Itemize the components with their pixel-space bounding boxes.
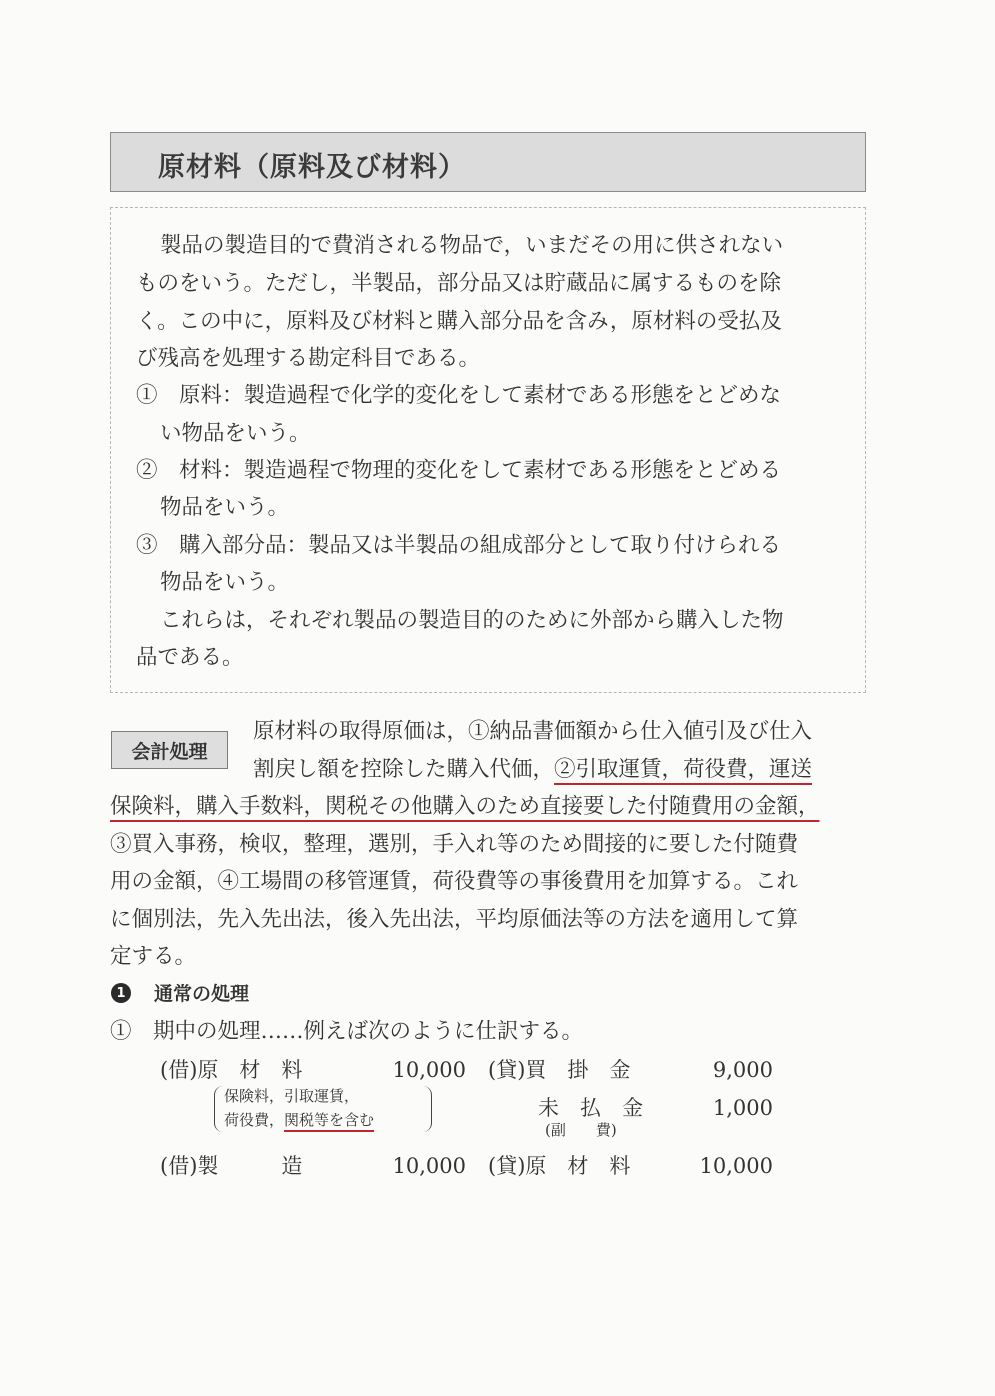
definition-line: ③ 購入部分品：製品又は半製品の組成部分として取り付けられる (136, 533, 782, 558)
definition-line: 製品の製造目的で費消される物品で，いまだその用に供されない (160, 233, 784, 258)
accounting-line: 原材料の取得原価は，①納品書価額から仕入値引及び仕入 (253, 719, 813, 744)
definition-line: ② 材料：製造過程で物理的変化をして素材である形態をとどめる (136, 458, 782, 483)
journal-credit-amount: 10,000 (699, 1154, 773, 1178)
definition-line: び残高を処理する勘定科目である。 (136, 346, 481, 371)
accounting-line: に個別法，先入先出法，後入先出法，平均原価法等の方法を適用して算 (110, 907, 799, 932)
definition-line: 物品をいう。 (160, 570, 290, 595)
journal-note (224, 1110, 374, 1130)
definition-line: ものをいう。ただし，半製品，部分品又は貯蔵品に属するものを除 (136, 271, 782, 296)
accounting-line: 定する。 (110, 944, 197, 969)
accounting-line: 用の金額，④工場間の移管運賃，荷役費等の事後費用を加算する。これ (110, 869, 799, 894)
journal-debit-label: (借)原 材 料 (160, 1058, 303, 1082)
journal-credit-amount: 9,000 (712, 1058, 773, 1082)
journal-credit-label: (貸)買 掛 金 (488, 1058, 631, 1082)
journal-note-plain: 荷役費， (224, 1111, 285, 1129)
accounting-text-plain: 割戻し額を控除した購入代価， (253, 757, 555, 782)
accounting-line (253, 757, 812, 783)
journal-debit-amount: 10,000 (392, 1154, 466, 1178)
journal-credit-note: (副 費) (545, 1121, 617, 1139)
page-title: 原材料（原料及び材料） (158, 152, 466, 183)
definition-line: い物品をいう。 (160, 421, 311, 446)
accounting-badge: 会計処理 (111, 731, 228, 769)
accounting-line (110, 794, 820, 820)
underlined-text: 保険料，購入手数料，関税その他購入のため直接要した付随費用の金額， (110, 794, 820, 819)
definition-line: ① 原料：製造過程で化学的変化をして素材である形態をとどめな (136, 383, 782, 408)
definition-line: これらは，それぞれ製品の製造目的のために外部から購入した物 (160, 608, 784, 633)
definition-line: 品である。 (136, 645, 244, 670)
journal-credit-amount: 1,000 (712, 1096, 773, 1120)
number-1-icon: 1 (111, 983, 131, 1003)
journal-debit-label: (借)製 造 (160, 1154, 303, 1178)
journal-credit-label: 未 払 金 (538, 1096, 643, 1120)
definition-line: く。この中に，原料及び材料と購入部分品を含み，原材料の受払及 (136, 309, 782, 334)
list-item: ① 期中の処理……例えば次のように仕訳する。 (110, 1019, 584, 1044)
underlined-text: ②引取運賃，荷役費，運送 (554, 757, 813, 782)
journal-note: 保険料，引取運賃， (224, 1087, 360, 1105)
section-title-box (110, 132, 866, 192)
underlined-text: 関税等を含む (284, 1111, 375, 1129)
journal-credit-label: (貸)原 材 料 (488, 1154, 631, 1178)
accounting-line: ③買入事務，検収，整理，選別，手入れ等のため間接的に要した付随費 (110, 832, 799, 857)
definition-line: 物品をいう。 (160, 495, 290, 520)
subheading: 通常の処理 (154, 983, 250, 1005)
journal-debit-amount: 10,000 (392, 1058, 466, 1082)
